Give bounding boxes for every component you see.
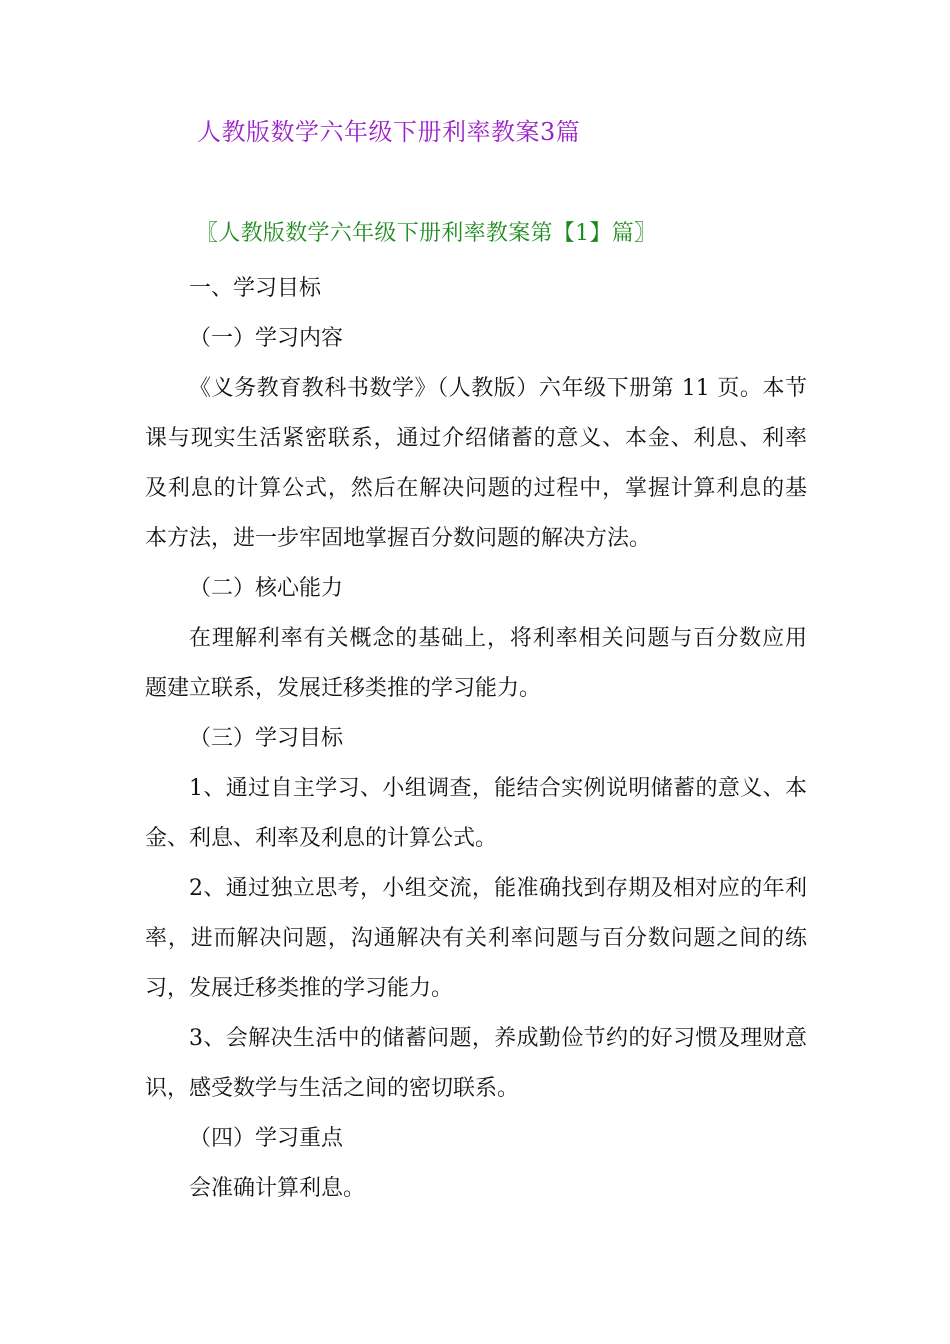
body-text-line: 本方法，进一步牢固地掌握百分数问题的解决方法。 — [145, 526, 652, 551]
body-text-line: 习，发展迁移类推的学习能力。 — [145, 976, 454, 1001]
body-text-line: （三）学习目标 — [189, 726, 344, 751]
body-text-line: 2、通过独立思考，小组交流，能准确找到存期及相对应的年利 — [189, 876, 807, 901]
document-title: 人教版数学六年级下册利率教案3篇 — [197, 118, 581, 146]
body-text-line: 一、学习目标 — [189, 276, 322, 301]
body-text-line: 金、利息、利率及利息的计算公式。 — [145, 826, 498, 851]
body-text-line: （四）学习重点 — [189, 1126, 344, 1151]
body-text-line: 题建立联系，发展迁移类推的学习能力。 — [145, 676, 542, 701]
section-title: 〖人教版数学六年级下册利率教案第【1】篇〗 — [196, 221, 657, 246]
body-text-line: 1、通过自主学习、小组调查，能结合实例说明储蓄的意义、本 — [189, 776, 807, 801]
body-text-line: 率，进而解决问题，沟通解决有关利率问题与百分数问题之间的练 — [145, 926, 807, 951]
body-text-line: 《义务教育教科书数学》（人教版）六年级下册第 11 页。本节 — [189, 376, 807, 401]
body-text-line: 3、会解决生活中的储蓄问题，养成勤俭节约的好习惯及理财意 — [189, 1026, 807, 1051]
body-text-line: （二）核心能力 — [189, 576, 344, 601]
body-text-line: 会准确计算利息。 — [189, 1176, 366, 1201]
document-body — [145, 264, 807, 1214]
body-text-line: 课与现实生活紧密联系，通过介绍储蓄的意义、本金、利息、利率 — [145, 426, 807, 451]
body-text-line: 及利息的计算公式，然后在解决问题的过程中，掌握计算利息的基 — [145, 476, 807, 501]
body-text-line: （一）学习内容 — [189, 326, 344, 351]
body-text-line: 在理解利率有关概念的基础上，将利率相关问题与百分数应用 — [189, 626, 807, 651]
body-text-line: 识，感受数学与生活之间的密切联系。 — [145, 1076, 520, 1101]
